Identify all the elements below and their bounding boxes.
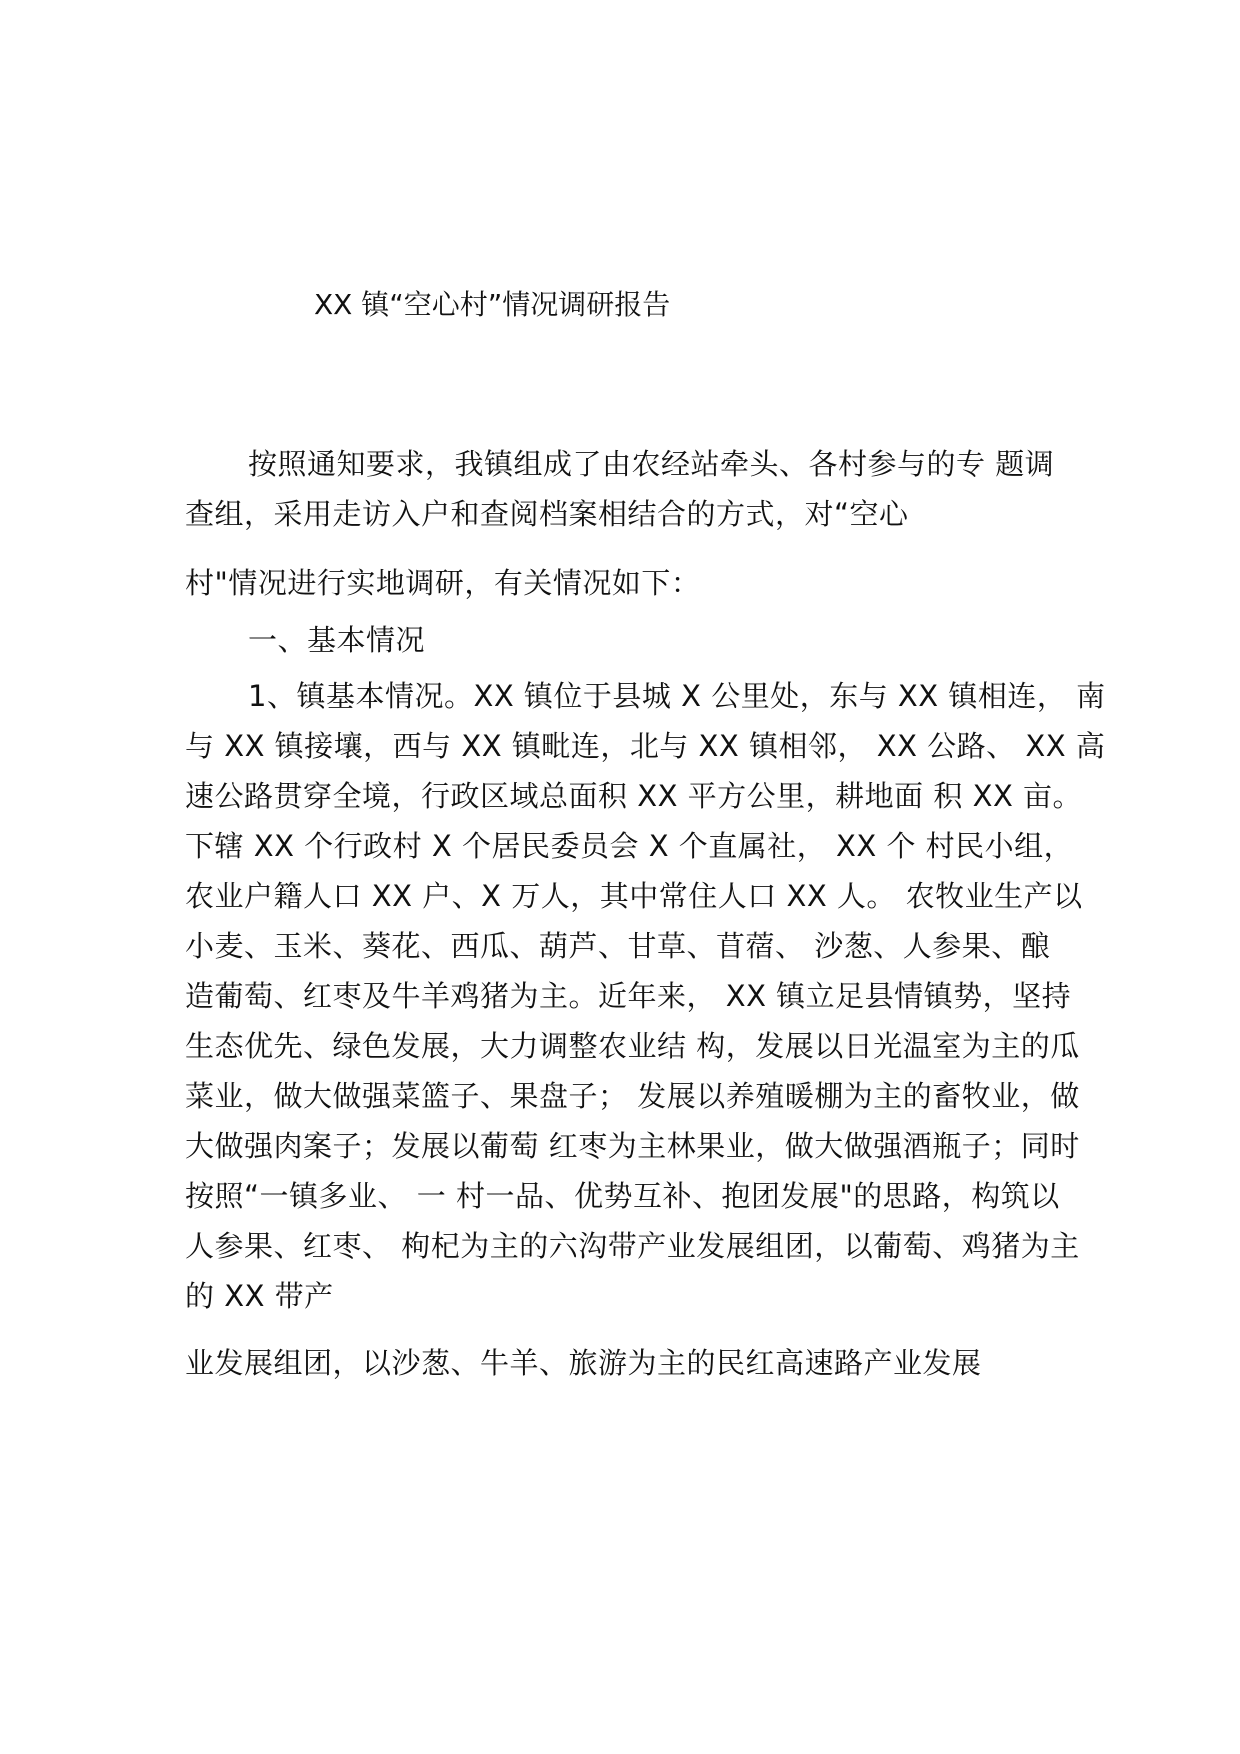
paragraph-line: 村"情况进行实地调研，有关情况如下： — [185, 566, 701, 600]
paragraph-line: 1、镇基本情况。XX 镇位于县城 X 公里处，东与 XX 镇相连， 南 — [248, 679, 1106, 713]
paragraph-line: 按照“一镇多业、 一 村一品、优势互补、抱团发展"的思路，构筑以 — [185, 1179, 1060, 1213]
paragraph-line: 人参果、红枣、 枸杞为主的六沟带产业发展组团，以葡萄、鸡猪为主 — [185, 1229, 1080, 1263]
paragraph-line: 的 XX 带产 — [185, 1279, 334, 1313]
paragraph-line: 造葡萄、红枣及牛羊鸡猪为主。近年来， XX 镇立足县情镇势，坚持 — [185, 979, 1072, 1013]
paragraph-line: 下辖 XX 个行政村 X 个居民委员会 X 个直属社， XX 个 村民小组， — [185, 829, 1074, 863]
document-title: XX 镇“空心村”情况调研报告 — [314, 288, 671, 321]
paragraph-line: 与 XX 镇接壤，西与 XX 镇毗连，北与 XX 镇相邻， XX 公路、 XX 高 — [185, 729, 1106, 763]
paragraph-line: 按照通知要求，我镇组成了由农经站牵头、各村参与的专 题调 — [248, 447, 1055, 481]
paragraph-line: 业发展组团，以沙葱、牛羊、旅游为主的民红高速路产业发展 — [185, 1346, 982, 1380]
paragraph-line: 菜业，做大做强菜篮子、果盘子； 发展以养殖暖棚为主的畜牧业，做 — [185, 1079, 1080, 1113]
paragraph-line: 农业户籍人口 XX 户、X 万人，其中常住人口 XX 人。 农牧业生产以 — [185, 879, 1083, 913]
section-heading: 一、基本情况 — [248, 623, 426, 657]
paragraph-line: 大做强肉案子；发展以葡萄 红枣为主林果业，做大做强酒瓶子；同时 — [185, 1129, 1080, 1163]
paragraph-line: 生态优先、绿色发展，大力调整农业结 构，发展以日光温室为主的瓜 — [185, 1029, 1080, 1063]
paragraph-line: 查组，采用走访入户和查阅档案相结合的方式，对“空心 — [185, 497, 909, 531]
paragraph-line: 小麦、玉米、葵花、西瓜、葫芦、甘草、苜蓿、 沙葱、人参果、酿 — [185, 929, 1051, 963]
paragraph-line: 速公路贯穿全境，行政区域总面积 XX 平方公里，耕地面 积 XX 亩。 — [185, 779, 1083, 813]
